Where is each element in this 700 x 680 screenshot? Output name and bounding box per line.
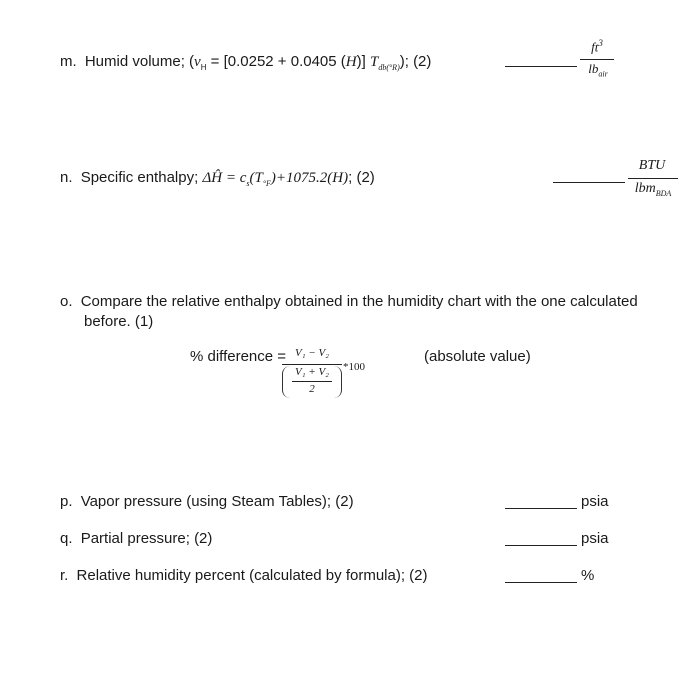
formula: ΔĤ = c xyxy=(202,170,247,186)
pct-frac-line xyxy=(282,364,342,365)
formula-t: T xyxy=(369,54,379,70)
item-letter: m. xyxy=(60,53,77,70)
formula-h: H xyxy=(345,54,357,70)
pct-den-bottom: 2 xyxy=(309,383,315,395)
item-r xyxy=(60,566,428,586)
item-letter: o. xyxy=(60,293,73,310)
formula-sub: H xyxy=(200,63,207,72)
unit-n-line xyxy=(628,178,678,179)
pct-numerator: V₁ − V₂ xyxy=(294,347,329,359)
item-m xyxy=(60,52,431,78)
answer-blank-n[interactable] xyxy=(553,182,625,183)
item-label: Specific enthalpy; xyxy=(80,169,203,186)
item-text-line1: Compare the relative enthalpy obtained in the humidity chart with the one calculated xyxy=(80,293,638,310)
unit-m-bottom: $lb_{air}$ xyxy=(588,61,608,79)
unit-p: psia xyxy=(581,493,609,510)
unit-m-top: $ft^3$ xyxy=(591,38,603,55)
answer-blank-m[interactable] xyxy=(505,66,577,67)
item-suffix: ); (2) xyxy=(399,53,432,70)
item-label: Humid volume; ( xyxy=(84,53,195,70)
item-label: Partial pressure; (2) xyxy=(80,530,213,547)
item-p xyxy=(60,492,354,512)
pct-den-top: V₁ + V₂ xyxy=(294,366,329,378)
answer-blank-q[interactable] xyxy=(505,545,577,546)
item-label: Relative humidity percent (calculated by formula); (2) xyxy=(76,567,428,584)
item-letter: p. xyxy=(60,493,73,510)
unit-q: psia xyxy=(581,530,609,547)
item-letter: r. xyxy=(60,567,69,584)
unit-n-bottom: lbm$_{BDA}$ xyxy=(634,181,672,198)
formula-body: = [0.0252 + 0.0405 ( xyxy=(206,53,346,70)
item-label: Vapor pressure (using Steam Tables); (2) xyxy=(80,493,354,510)
item-q xyxy=(60,529,212,549)
unit-n-top: BTU xyxy=(638,158,666,173)
abs-note: (absolute value) xyxy=(424,348,531,365)
item-n: n. Specific enthalpy; ΔĤ = $c_s(T_{^\circ F})+1075.2(H)$; (2) xyxy=(60,169,375,188)
answer-blank-p[interactable] xyxy=(505,508,577,509)
item-suffix: ; (2) xyxy=(348,169,375,186)
item-letter: q. xyxy=(60,530,73,547)
unit-r: % xyxy=(581,567,595,584)
formula-var: v xyxy=(194,54,201,70)
pct-den-line xyxy=(292,381,332,382)
pct-label: % difference = xyxy=(190,348,287,365)
pct-times: *100 xyxy=(343,361,365,373)
answer-blank-r[interactable] xyxy=(505,582,577,583)
item-letter: n. xyxy=(60,169,73,186)
unit-m-line xyxy=(580,59,614,60)
formula-tsub: db(°R) xyxy=(378,63,400,72)
item-o-line2: before. (1) xyxy=(84,313,154,330)
formula-close: )] xyxy=(356,53,370,70)
item-o xyxy=(60,292,638,312)
